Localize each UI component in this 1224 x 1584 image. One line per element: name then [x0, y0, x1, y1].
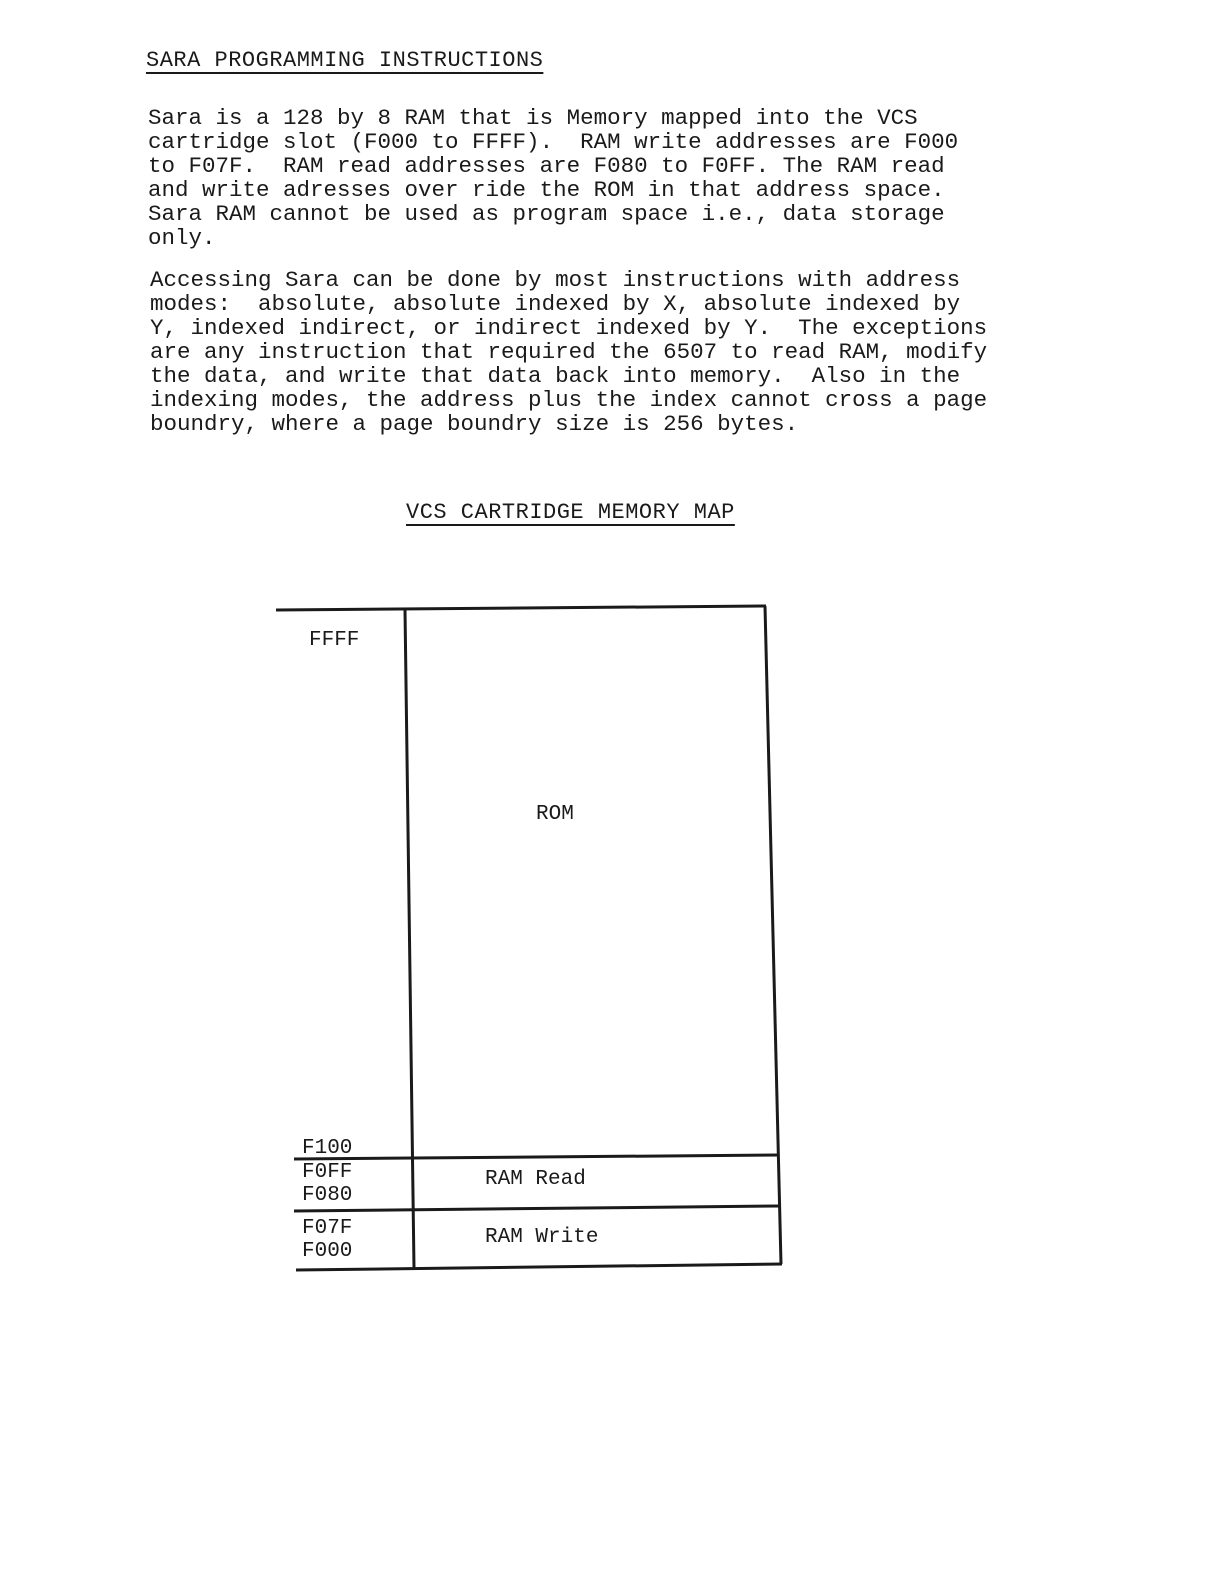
rom-top-address: FFFF — [309, 629, 360, 652]
map-ramread-ramwrite-boundary — [294, 1206, 779, 1211]
rom-bottom-address: F100 — [302, 1137, 353, 1160]
map-top-line — [276, 606, 766, 610]
map-rom-ramread-boundary — [294, 1155, 779, 1159]
page-title: SARA PROGRAMMING INSTRUCTIONS — [146, 48, 544, 73]
paragraph-memory-description: Sara is a 128 by 8 RAM that is Memory mapped into the VCS cartridge slot (F000 to FFFF). RAM write addresses are F000 to F07F. RAM read addresses are F080 to F0FF. The RAM read and write adresses over ride the ROM in that address space. Sara RAM cannot be used as program space i.e., data storage only. — [148, 105, 959, 251]
ramwrite-region-label: RAM Write — [485, 1226, 599, 1249]
map-bottom-line — [296, 1264, 782, 1270]
memory-map-title: VCS CARTRIDGE MEMORY MAP — [406, 500, 735, 525]
paragraph-addressing-modes: Accessing Sara can be done by most instructions with address modes: absolute, absolute indexed by X, absolute indexed by Y, indexed indirect, or indirect indexed by Y. The exceptions are any instruction that required the 6507 to read RAM, modify the data, and write that data back into memory. Also in the indexing modes, the address plus the index cannot cross a page boundry, where a page boundry size is 256 bytes. — [150, 267, 988, 437]
ramread-top-address: F0FF — [302, 1161, 353, 1184]
ramwrite-bottom-address: F000 — [302, 1240, 353, 1263]
ramread-region-label: RAM Read — [485, 1168, 586, 1191]
ramread-bottom-address: F080 — [302, 1184, 353, 1207]
map-left-divider — [405, 610, 414, 1268]
map-right-border — [765, 606, 781, 1264]
rom-region-label: ROM — [536, 803, 574, 826]
ramwrite-top-address: F07F — [302, 1217, 353, 1240]
